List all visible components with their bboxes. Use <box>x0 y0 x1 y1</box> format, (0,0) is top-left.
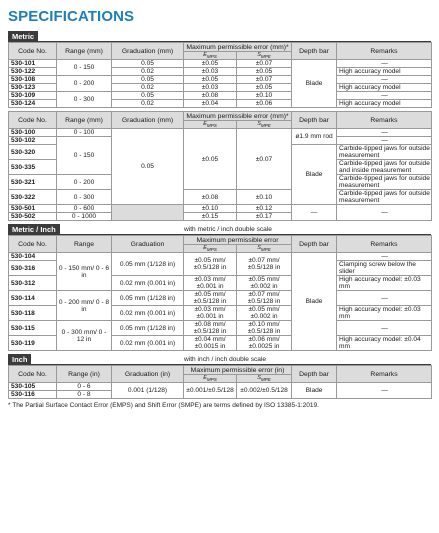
smpe-cell: ±0.10 <box>237 190 292 205</box>
header-graduation: Graduation (mm) <box>112 43 184 60</box>
remarks-cell: Carbide-tipped jaws for outside measurement <box>337 175 432 190</box>
emps-cell: ±0.03 <box>184 84 237 92</box>
metric-tag: Metric <box>8 31 38 41</box>
emps-cell: ±0.08 <box>184 190 237 205</box>
table-row-code: 530-335 <box>9 160 57 175</box>
range-cell: 0 - 1000 <box>57 213 112 221</box>
depth-bar-cell: — <box>292 205 337 221</box>
remarks-cell: High accuracy model <box>337 84 432 92</box>
table-row-code: 530-316 <box>9 261 57 276</box>
header-remarks: Remarks <box>337 112 432 129</box>
smpe-cell: ±0.06 <box>237 100 292 108</box>
range-cell: 0 - 200 mm/ 0 - 8 in <box>57 291 112 321</box>
remarks-cell: Clamping screw below the slider <box>337 261 432 276</box>
depth-bar-cell: Blade <box>292 145 337 205</box>
graduation-cell: 0.02 <box>112 100 184 108</box>
smpe-cell: ±0.05 <box>237 68 292 76</box>
header-mpe: Maximum permissible error (in) <box>184 366 292 375</box>
inch-note: with inch / inch double scale <box>184 356 267 364</box>
remarks-cell: High accuracy model: ±0.03 mm <box>337 276 432 291</box>
metric-table-2 <box>8 111 432 221</box>
remarks-cell: — <box>337 129 432 137</box>
graduation-cell: 0.001 (1/128) <box>112 383 184 399</box>
table-row-code: 530-122 <box>9 68 57 76</box>
remarks-cell: — <box>337 321 432 336</box>
section-rule <box>8 364 431 366</box>
table-row-code: 530-502 <box>9 213 57 221</box>
emps-cell: ±0.05 mm/ ±0.5/128 in <box>184 291 237 306</box>
smpe-cell: ±0.07 mm/ ±0.5/128 in <box>237 291 292 306</box>
header-depth: Depth bar <box>292 112 337 129</box>
remarks-cell: — <box>337 291 432 306</box>
table-row-code: 530-312 <box>9 276 57 291</box>
remarks-cell: High accuracy model: ±0.04 mm <box>337 336 432 351</box>
smpe-cell: ±0.17 <box>237 213 292 221</box>
table-row-code: 530-116 <box>9 391 57 399</box>
header-range: Range <box>57 236 112 253</box>
smpe-cell: ±0.06 mm/ ±0.0025 in <box>237 336 292 351</box>
table-row-code: 530-114 <box>9 291 57 306</box>
remarks-cell: High accuracy model: ±0.03 mm <box>337 306 432 321</box>
graduation-cell: 0.02 mm (0.001 in) <box>112 336 184 351</box>
table-row-code: 530-109 <box>9 92 57 100</box>
header-mpe: Maximum permissible error <box>184 236 292 245</box>
header-smpe: $S_{MPE}$ <box>237 52 292 60</box>
table-row-code: 530-105 <box>9 383 57 391</box>
graduation-cell-blank <box>112 205 184 221</box>
smpe-cell: ±0.10 <box>237 92 292 100</box>
metric-inch-note: with metric / inch double scale <box>184 226 272 234</box>
range-cell: 0 - 300 <box>57 92 112 108</box>
table-row-code: 530-108 <box>9 76 57 84</box>
header-graduation: Graduation <box>112 236 184 253</box>
table-row-code: 530-115 <box>9 321 57 336</box>
header-remarks: Remarks <box>337 236 432 253</box>
header-range: Range (mm) <box>57 112 112 129</box>
table-row-code: 530-100 <box>9 129 57 137</box>
metric-section-header <box>8 31 431 41</box>
smpe-cell: ±0.07 <box>237 129 292 190</box>
smpe-cell: ±0.07 mm/ ±0.5/128 in <box>237 253 292 276</box>
page-title: SPECIFICATIONS <box>8 8 135 25</box>
metric-inch-tag: Metric / Inch <box>8 224 60 234</box>
header-code: Code No. <box>9 112 57 129</box>
table-row-code: 530-102 <box>9 137 57 145</box>
metric-table-1 <box>8 42 432 108</box>
depth-bar-cell: Blade <box>292 60 337 108</box>
smpe-cell: ±0.002/±0.5/128 <box>237 383 292 399</box>
emps-cell: ±0.10 <box>184 205 237 213</box>
range-cell: 0 - 150 <box>57 60 112 76</box>
header-smpe: $S_{MPE}$ <box>237 121 292 129</box>
range-cell: 0 - 100 <box>57 129 112 137</box>
header-emps: $E_{MPS}$ <box>184 245 237 253</box>
table-row-code: 530-118 <box>9 306 57 321</box>
metric-inch-table <box>8 235 432 351</box>
inch-table <box>8 365 432 399</box>
range-cell: 0 - 150 <box>57 137 112 175</box>
header-depth: Depth bar <box>292 366 337 383</box>
graduation-cell: 0.05 mm (1/128 in) <box>112 291 184 306</box>
remarks-cell: — <box>337 253 432 261</box>
header-range: Range (in) <box>57 366 112 383</box>
inch-tag: Inch <box>8 354 31 364</box>
smpe-cell: ±0.10 mm/ ±0.5/128 in <box>237 321 292 336</box>
emps-cell: ±0.03 mm/ ±0.001 in <box>184 276 237 291</box>
header-code: Code No. <box>9 43 57 60</box>
emps-cell: ±0.04 mm/ ±0.0015 in <box>184 336 237 351</box>
table-row-code: 530-320 <box>9 145 57 160</box>
graduation-cell: 0.05 <box>112 129 184 205</box>
metric-inch-section-header <box>8 224 431 234</box>
header-remarks: Remarks <box>337 43 432 60</box>
graduation-cell: 0.02 mm (0.001 in) <box>112 276 184 291</box>
range-cell: 0 - 150 mm/ 0 - 6 in <box>57 253 112 291</box>
smpe-cell: ±0.07 <box>237 60 292 68</box>
remarks-cell: Carbide-tipped jaws for outside measurement <box>337 145 432 160</box>
smpe-cell: ±0.05 <box>237 84 292 92</box>
remarks-cell: High accuracy model <box>337 100 432 108</box>
emps-cell: ±0.05 <box>184 129 237 190</box>
emps-cell: ±0.05 <box>184 76 237 84</box>
graduation-cell: 0.05 mm (1/128 in) <box>112 321 184 336</box>
depth-bar-cell: Blade <box>292 253 337 351</box>
table-row-code: 530-322 <box>9 190 57 205</box>
table-row-code: 530-501 <box>9 205 57 213</box>
depth-bar-cell: Blade <box>292 383 337 399</box>
range-cell: 0 - 6 <box>57 383 112 391</box>
inch-section-header <box>8 354 431 364</box>
graduation-cell: 0.05 <box>112 60 184 68</box>
table-row-code: 530-101 <box>9 60 57 68</box>
remarks-cell: — <box>337 383 432 399</box>
remarks-cell: Carbide-tipped jaws for outside measurement <box>337 190 432 205</box>
emps-cell: ±0.04 <box>184 100 237 108</box>
table-row-code: 530-119 <box>9 336 57 351</box>
table-row-code: 530-321 <box>9 175 57 190</box>
remarks-cell: — <box>337 92 432 100</box>
emps-cell: ±0.15 <box>184 213 237 221</box>
remarks-cell: — <box>337 60 432 68</box>
graduation-cell: 0.02 <box>112 84 184 92</box>
section-rule <box>8 234 431 236</box>
emps-cell: ±0.05 <box>184 60 237 68</box>
graduation-cell: 0.02 mm (0.001 in) <box>112 306 184 321</box>
header-smpe: $S_{MPE}$ <box>237 245 292 253</box>
header-mpe: Maximum permissible error (mm)* <box>184 112 292 121</box>
depth-bar-cell: ø1.9 mm rod <box>292 129 337 145</box>
emps-cell: ±0.03 <box>184 68 237 76</box>
remarks-cell: — <box>337 76 432 84</box>
header-mpe: Maximum permissible error (mm)* <box>184 43 292 52</box>
remarks-cell: High accuracy model <box>337 68 432 76</box>
emps-cell: ±0.001/±0.5/128 <box>184 383 237 399</box>
emps-cell: ±0.08 <box>184 92 237 100</box>
emps-cell: ±0.03 mm/ ±0.001 in <box>184 306 237 321</box>
header-code: Code No. <box>9 366 57 383</box>
header-range: Range (mm) <box>57 43 112 60</box>
header-emps: $E_{MPS}$ <box>184 52 237 60</box>
range-cell: 0 - 8 <box>57 391 112 399</box>
header-depth: Depth bar <box>292 236 337 253</box>
header-emps: $E_{MPS}$ <box>184 121 237 129</box>
range-cell: 0 - 300 <box>57 190 112 205</box>
header-remarks: Remarks <box>337 366 432 383</box>
smpe-cell: ±0.07 <box>237 76 292 84</box>
graduation-cell: 0.02 <box>112 68 184 76</box>
header-smpe: $S_{MPE}$ <box>237 375 292 383</box>
range-cell: 0 - 600 <box>57 205 112 213</box>
range-cell: 0 - 300 mm/ 0 - 12 in <box>57 321 112 351</box>
section-rule <box>8 41 431 43</box>
graduation-cell: 0.05 mm (1/128 in) <box>112 253 184 276</box>
smpe-cell: ±0.12 <box>237 205 292 213</box>
smpe-cell: ±0.05 mm/ ±0.002 in <box>237 306 292 321</box>
remarks-cell: — <box>337 205 432 221</box>
range-cell: 0 - 200 <box>57 76 112 92</box>
header-depth: Depth bar <box>292 43 337 60</box>
header-graduation: Graduation (mm) <box>112 112 184 129</box>
table-row-code: 530-104 <box>9 253 57 261</box>
footnote: * The Partial Surface Contact Error (EMPS) and Shift Error (SMPE) are terms defined by ISO 13385-1:2019. <box>8 402 319 410</box>
remarks-cell: Carbide-tipped jaws for outside and inside measurement <box>337 160 432 175</box>
table-row-code: 530-123 <box>9 84 57 92</box>
header-emps: $E_{MPS}$ <box>184 375 237 383</box>
table-row-code: 530-124 <box>9 100 57 108</box>
emps-cell: ±0.05 mm/ ±0.5/128 in <box>184 253 237 276</box>
smpe-cell: ±0.05 mm/ ±0.002 in <box>237 276 292 291</box>
graduation-cell: 0.05 <box>112 92 184 100</box>
header-code: Code No. <box>9 236 57 253</box>
graduation-cell: 0.05 <box>112 76 184 84</box>
header-graduation: Graduation (in) <box>112 366 184 383</box>
emps-cell: ±0.08 mm/ ±0.5/128 in <box>184 321 237 336</box>
remarks-cell: — <box>337 137 432 145</box>
range-cell: 0 - 200 <box>57 175 112 190</box>
